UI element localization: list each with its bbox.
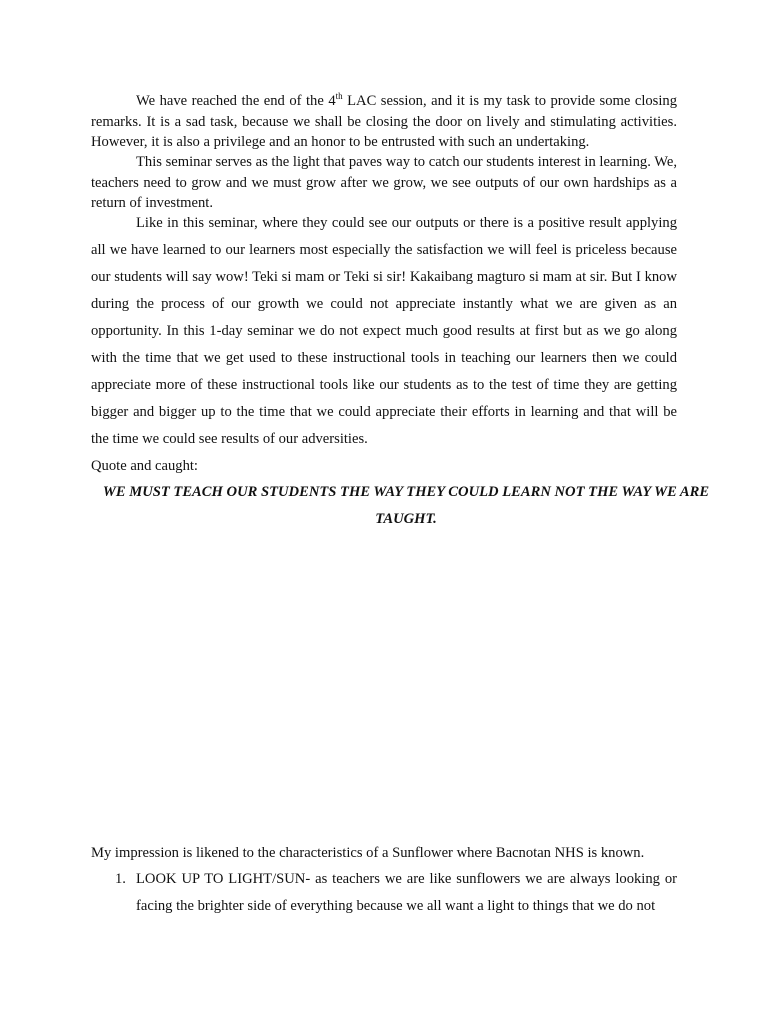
list-item-text: LOOK UP TO LIGHT/SUN- as teachers we are like sunflowers we are always looking or facing the brighter side of everything because we all want a light to things that we do not <box>136 871 677 914</box>
paragraph-opening-rest: LAC session, and it is my task to provide some closing remarks. It is a sad task, because we shall be closing the door on lively and stimulating activities. However, it is also a privilege and an honor to be entrusted with such an undertaking. <box>91 93 677 150</box>
list-item <box>91 866 677 920</box>
paragraph-opening <box>91 91 677 153</box>
paragraph-impression: My impression is likened to the characteristics of a Sunflower where Bacnotan NHS is known. <box>91 845 645 861</box>
paragraph-seminar: This seminar serves as the light that paves way to catch our students interest in learning. We, teachers need to grow and we must grow after we grow, we see outputs of our own hardships as a return of investment. <box>91 154 677 211</box>
numbered-list <box>91 866 677 920</box>
quote-label: Quote and caught: <box>91 458 198 474</box>
list-item-number: 1. <box>115 871 126 887</box>
ordinal-superscript: th <box>335 91 343 102</box>
paragraph-outputs: Like in this seminar, where they could see our outputs or there is a positive result applying all we have learned to our learners most especially the satisfaction we will feel is priceless because our students will say wow! Teki si mam or Teki si sir! Kakaibang magturo si mam at sir. But I know during the process of our growth we could not appreciate instantly what we are given as an opportunity. In this 1-day seminar we do not expect much good results at first but as we go along with the time that we get used to these instructional tools in teaching our learners then we could appreciate more of these instructional tools like our students as to the test of time they are getting bigger and bigger up to the time that we could appreciate their efforts in learning and that will be the time we could see results of our adversities. <box>91 215 677 447</box>
quote-text: WE MUST TEACH OUR STUDENTS THE WAY THEY COULD LEARN NOT THE WAY WE ARE TAUGHT. <box>102 484 710 527</box>
paragraph-opening-start: We have reached the end of the 4 <box>136 93 336 109</box>
